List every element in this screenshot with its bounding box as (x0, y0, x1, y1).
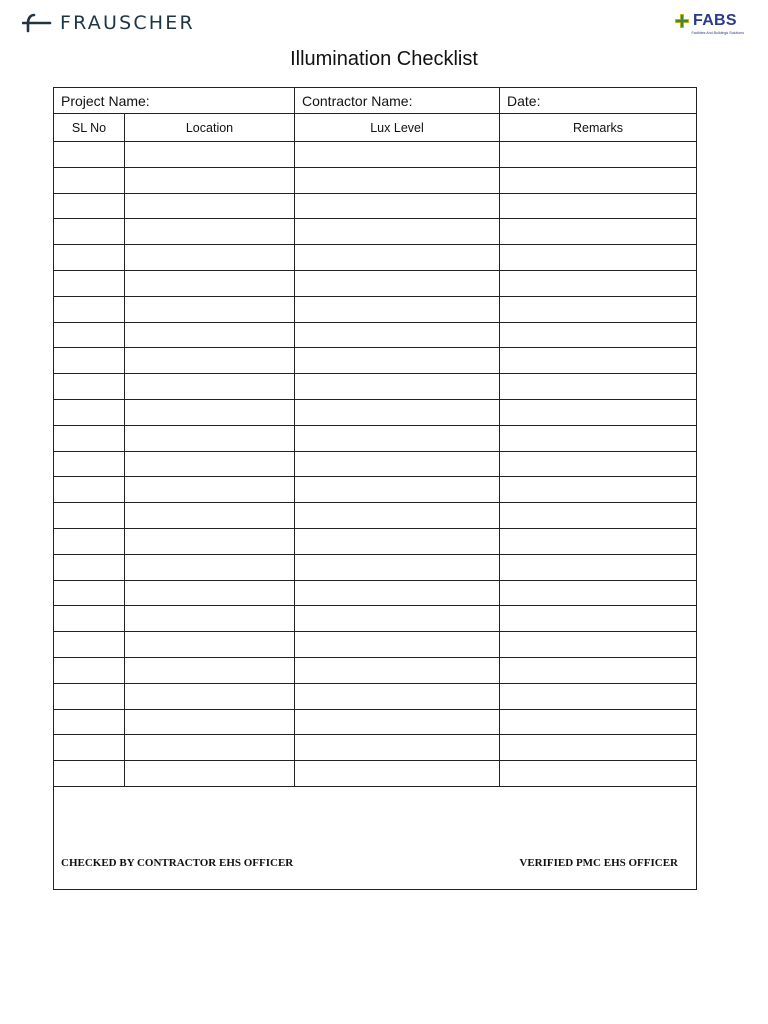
lux-level-cell (294, 529, 499, 554)
location-cell (124, 219, 294, 244)
column-header-lux-level: Lux Level (294, 114, 499, 141)
location-cell (124, 348, 294, 373)
table-row (54, 168, 696, 194)
location-cell (124, 555, 294, 580)
location-cell (124, 297, 294, 322)
table-row (54, 735, 696, 761)
remarks-cell (499, 374, 696, 399)
table-row (54, 477, 696, 503)
table-row (54, 245, 696, 271)
table-row (54, 400, 696, 426)
remarks-cell (499, 245, 696, 270)
table-row (54, 374, 696, 400)
contractor-name-label: Contractor Name: (302, 92, 413, 109)
location-cell (124, 400, 294, 425)
lux-level-cell (294, 606, 499, 631)
lux-level-cell (294, 710, 499, 735)
checklist-table (53, 87, 697, 890)
remarks-cell (499, 400, 696, 425)
column-header-location: Location (124, 114, 294, 141)
remarks-cell (499, 271, 696, 296)
table-row (54, 606, 696, 632)
lux-level-cell (294, 271, 499, 296)
remarks-cell (499, 632, 696, 657)
sl-no-cell (54, 323, 124, 348)
signature-area (54, 787, 696, 889)
table-row (54, 658, 696, 684)
sl-no-cell (54, 684, 124, 709)
location-cell (124, 426, 294, 451)
column-header-row (54, 114, 696, 142)
remarks-cell (499, 168, 696, 193)
sl-no-cell (54, 219, 124, 244)
location-cell (124, 658, 294, 683)
remarks-cell (499, 684, 696, 709)
remarks-cell (499, 581, 696, 606)
remarks-cell (499, 452, 696, 477)
table-row (54, 503, 696, 529)
table-body (54, 142, 696, 787)
sl-no-cell (54, 658, 124, 683)
lux-level-cell (294, 503, 499, 528)
lux-level-cell (294, 658, 499, 683)
lux-level-cell (294, 400, 499, 425)
sl-no-cell (54, 581, 124, 606)
remarks-cell (499, 658, 696, 683)
date-label: Date: (507, 92, 541, 109)
location-cell (124, 245, 294, 270)
remarks-cell (499, 503, 696, 528)
remarks-cell (499, 219, 696, 244)
lux-level-cell (294, 297, 499, 322)
sl-no-cell (54, 503, 124, 528)
lux-level-cell (294, 761, 499, 786)
sl-no-cell (54, 168, 124, 193)
fabs-cross-icon (674, 13, 690, 29)
checked-by-label: CHECKED BY CONTRACTOR EHS OFFICER (61, 856, 294, 869)
sl-no-cell (54, 529, 124, 554)
lux-level-cell (294, 374, 499, 399)
verified-by-label: VERIFIED PMC EHS OFFICER (519, 856, 678, 869)
lux-level-cell (294, 581, 499, 606)
lux-level-cell (294, 735, 499, 760)
table-row (54, 452, 696, 478)
location-cell (124, 477, 294, 502)
table-row (54, 142, 696, 168)
frauscher-logo-text: FRAUSCHER (60, 12, 195, 34)
lux-level-cell (294, 194, 499, 219)
column-header-sl-no: SL No (71, 120, 107, 135)
project-name-label: Project Name: (61, 92, 150, 109)
table-row (54, 529, 696, 555)
location-cell (124, 529, 294, 554)
table-row (54, 426, 696, 452)
page-title: Illumination Checklist (290, 48, 478, 70)
info-header-row (54, 88, 696, 114)
location-cell (124, 452, 294, 477)
sl-no-cell (54, 348, 124, 373)
table-row (54, 271, 696, 297)
remarks-cell (499, 142, 696, 167)
remarks-cell (499, 529, 696, 554)
contractor-name-field (294, 88, 499, 113)
lux-level-cell (294, 684, 499, 709)
sl-no-cell (54, 297, 124, 322)
fabs-logo-text: FABS (693, 12, 737, 29)
sl-no-cell (54, 606, 124, 631)
fabs-logo (674, 12, 744, 40)
sl-no-cell (54, 632, 124, 657)
table-row (54, 323, 696, 349)
remarks-cell (499, 761, 696, 786)
fabs-logo-tagline: Facilities And Buildings Solutions (691, 31, 744, 35)
frauscher-logo (22, 10, 195, 36)
location-cell (124, 271, 294, 296)
sl-no-cell (54, 374, 124, 399)
lux-level-cell (294, 348, 499, 373)
sl-no-cell (54, 710, 124, 735)
table-row (54, 710, 696, 736)
sl-no-cell (54, 142, 124, 167)
sl-no-cell (54, 452, 124, 477)
table-row (54, 219, 696, 245)
lux-level-cell (294, 426, 499, 451)
location-cell (124, 684, 294, 709)
remarks-cell (499, 606, 696, 631)
location-cell (124, 503, 294, 528)
table-row (54, 632, 696, 658)
project-name-field (54, 88, 294, 113)
table-row (54, 348, 696, 374)
sl-no-cell (54, 735, 124, 760)
column-header-remarks: Remarks (499, 114, 696, 141)
sl-no-cell (54, 761, 124, 786)
sl-no-cell (54, 477, 124, 502)
table-row (54, 297, 696, 323)
location-cell (124, 194, 294, 219)
sl-no-cell (54, 400, 124, 425)
date-field (499, 88, 696, 113)
location-cell (124, 710, 294, 735)
table-row (54, 761, 696, 787)
remarks-cell (499, 348, 696, 373)
location-cell (124, 735, 294, 760)
remarks-cell (499, 555, 696, 580)
location-cell (124, 632, 294, 657)
location-cell (124, 761, 294, 786)
lux-level-cell (294, 168, 499, 193)
sl-no-cell (54, 426, 124, 451)
lux-level-cell (294, 477, 499, 502)
remarks-cell (499, 426, 696, 451)
location-cell (124, 142, 294, 167)
location-cell (124, 323, 294, 348)
lux-level-cell (294, 142, 499, 167)
location-cell (124, 606, 294, 631)
remarks-cell (499, 323, 696, 348)
table-row (54, 194, 696, 220)
lux-level-cell (294, 219, 499, 244)
location-cell (124, 581, 294, 606)
table-row (54, 581, 696, 607)
lux-level-cell (294, 245, 499, 270)
lux-level-cell (294, 452, 499, 477)
frauscher-mark-icon (22, 12, 52, 34)
location-cell (124, 168, 294, 193)
remarks-cell (499, 297, 696, 322)
lux-level-cell (294, 632, 499, 657)
remarks-cell (499, 477, 696, 502)
sl-no-cell (54, 271, 124, 296)
sl-no-cell (54, 555, 124, 580)
table-row (54, 684, 696, 710)
lux-level-cell (294, 555, 499, 580)
remarks-cell (499, 710, 696, 735)
remarks-cell (499, 194, 696, 219)
sl-no-cell (54, 245, 124, 270)
lux-level-cell (294, 323, 499, 348)
remarks-cell (499, 735, 696, 760)
location-cell (124, 374, 294, 399)
sl-no-cell (54, 194, 124, 219)
table-row (54, 555, 696, 581)
